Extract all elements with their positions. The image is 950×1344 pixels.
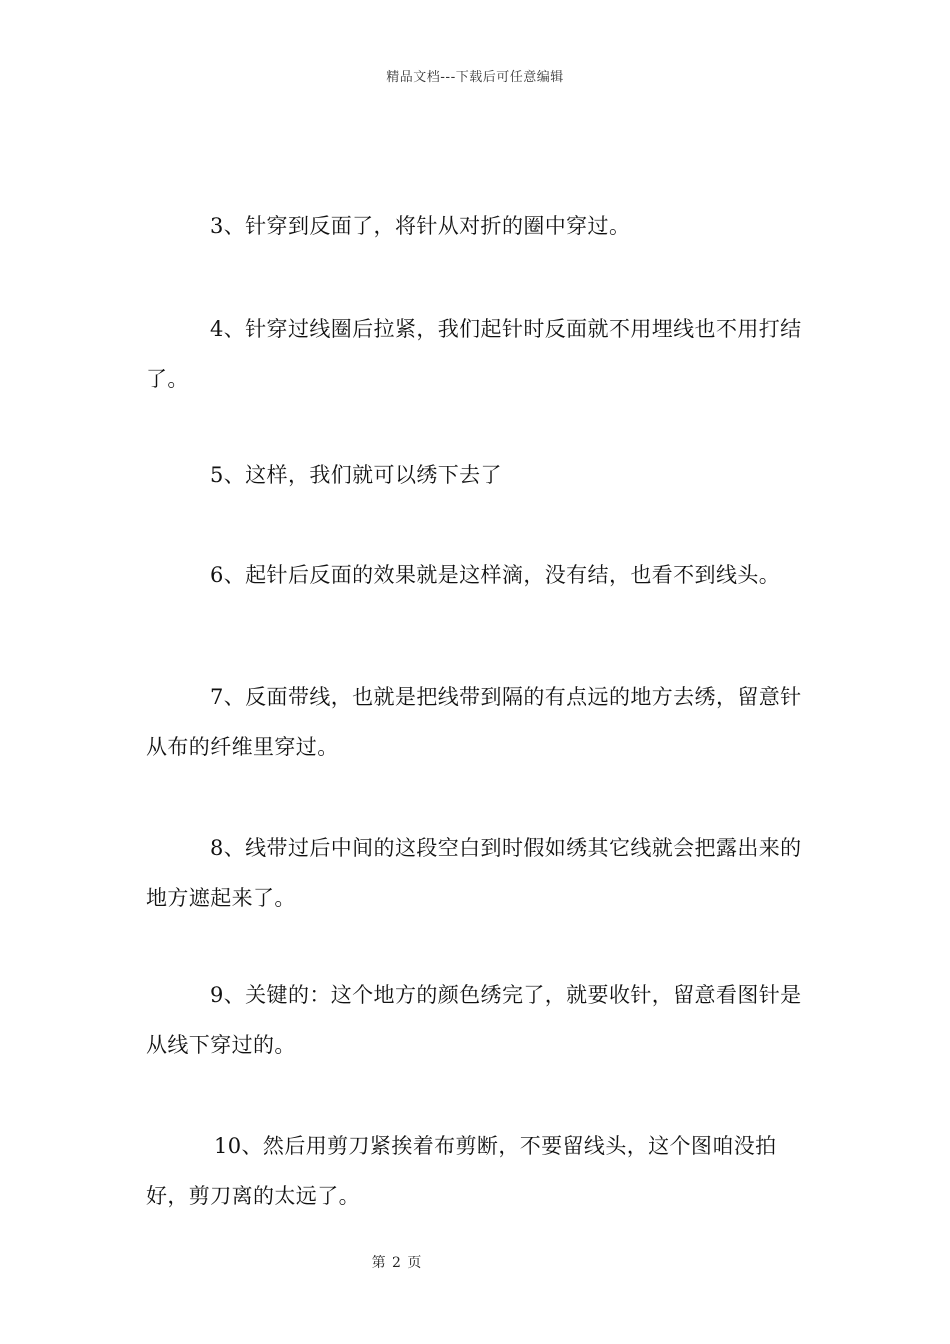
page-number: 第 2 页 [371, 1255, 423, 1271]
paragraph-step-3: 3、针穿到反面了，将针从对折的圈中穿过。 [210, 214, 631, 238]
page-header: 精品文档---下载后可任意编辑 [386, 70, 564, 85]
paragraph-step-7: 7、反面带线，也就是把线带到隔的有点远的地方去绣，留意针从布的纤维里穿过。 [146, 685, 802, 759]
paragraph-step-5: 5、这样，我们就可以绣下去了 [210, 463, 502, 487]
paragraph-step-8: 8、线带过后中间的这段空白到时假如绣其它线就会把露出来的地方遮起来了。 [146, 836, 802, 910]
paragraph-step-9: 9、关键的：这个地方的颜色绣完了，就要收针，留意看图针是从线下穿过的。 [146, 983, 802, 1057]
paragraph-step-4: 4、针穿过线圈后拉紧，我们起针时反面就不用埋线也不用打结了。 [146, 317, 802, 391]
paragraph-step-6: 6、起针后反面的效果就是这样滴，没有结，也看不到线头。 [210, 563, 781, 587]
paragraph-step-10: 10、然后用剪刀紧挨着布剪断，不要留线头，这个图咱没拍好，剪刀离的太远了。 [146, 1134, 777, 1208]
